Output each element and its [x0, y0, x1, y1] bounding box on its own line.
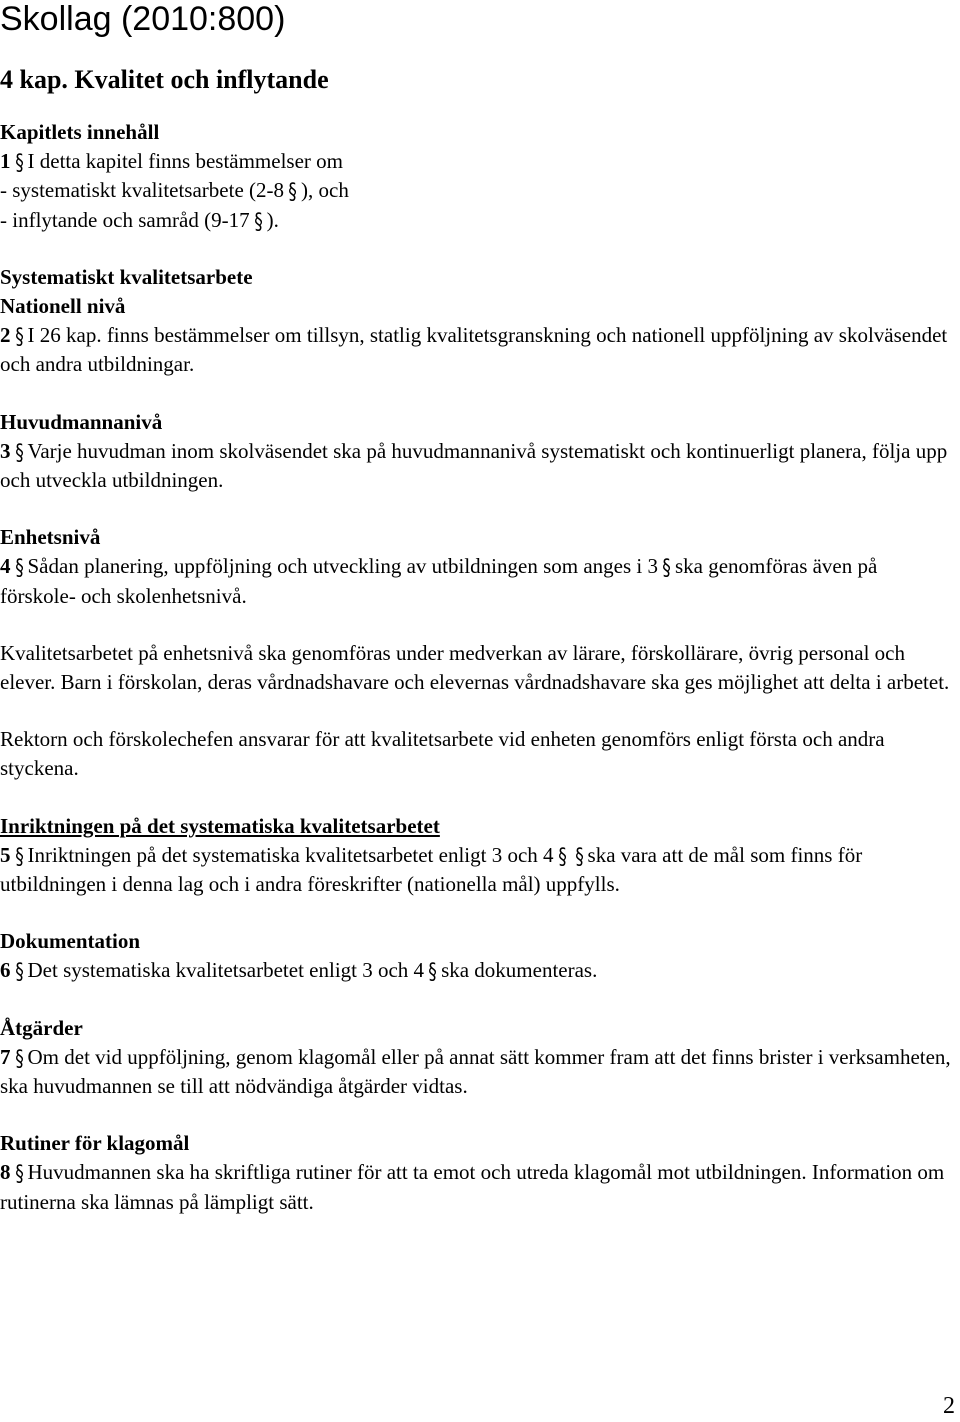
section-heading: Enhetsnivå [0, 525, 101, 550]
section-sign-icon: § [288, 180, 297, 206]
paragraph-text: I detta kapitel finns bestämmelser om [27, 149, 343, 174]
paragraph-text: I 26 kap. finns bestämmelser om tillsyn, statlig kvalitetsgranskning och nationell uppföljning av skolväsendet och andra utbildningar. [0, 323, 948, 377]
paragraph-number: 4 [0, 554, 11, 579]
section-direction [0, 812, 958, 900]
section-sign-icon: § [557, 844, 567, 870]
paragraph-text: Det systematiska kvalitetsarbetet enligt 3 och 4 [27, 958, 425, 983]
section-sign-icon: § [14, 440, 24, 466]
paragraph-text: Kvalitetsarbetet på enhetsnivå ska genomföras under medverkan av lärare, förskollärare, övrig personal och elever. Barn i förskolan, deras vårdnadshavare och elevernas vårdnadshavare ska ges möjlighet att delta i arbetet. [0, 640, 950, 695]
section-contents [0, 118, 958, 235]
paragraph-text: Sådan planering, uppföljning och utveckling av utbildningen som anges i 3 [27, 554, 658, 579]
paragraph-number: 8 [0, 1160, 11, 1185]
section-heading: Systematiskt kvalitetsarbete [0, 264, 253, 289]
paragraph-number: 1 [0, 149, 11, 174]
section-unit [0, 523, 958, 611]
section-sign-icon: § [14, 325, 24, 351]
section-heading: Dokumentation [0, 929, 141, 954]
section-sign-icon: § [574, 844, 584, 870]
section-sign-icon: § [14, 1162, 24, 1188]
section-complaints [0, 1129, 958, 1217]
paragraph-1 [0, 147, 958, 176]
chapter-heading: 4 kap. Kvalitet och inflytande [0, 65, 329, 94]
section-heading: Rutiner för klagomål [0, 1131, 190, 1156]
section-sign-icon: § [14, 960, 24, 986]
page-number: 2 [943, 1393, 955, 1419]
section-principal [0, 408, 958, 496]
paragraph-2 [0, 321, 958, 379]
paragraph-4 [0, 552, 958, 610]
list-item-text: - systematiskt kvalitetsarbete (2-8 [0, 178, 285, 203]
section-sign-icon: § [14, 844, 24, 870]
section-heading: Kapitlets innehåll [0, 120, 160, 144]
paragraph-text: ska genomföras även på förskole- och skolenhetsnivå. [0, 554, 878, 608]
section-heading: Åtgärder [0, 1015, 83, 1040]
section-sign-icon: § [662, 556, 671, 582]
section-measures [0, 1014, 958, 1102]
paragraph-text: Rektorn och förskolechefen ansvarar för att kvalitetsarbete vid enheten genomförs enligt första och andra styckena. [0, 727, 885, 781]
paragraph-7 [0, 1043, 958, 1101]
paragraph-6 [0, 956, 958, 985]
paragraph-number: 5 [0, 842, 11, 867]
paragraph-number: 7 [0, 1044, 11, 1069]
paragraph-3 [0, 437, 958, 495]
paragraph-number: 2 [0, 323, 11, 348]
section-heading: Inriktningen på det systematiska kvalitetsarbetet [0, 813, 440, 838]
paragraph-text: ska dokumenteras. [441, 958, 598, 983]
paragraph-text: ska vara att de mål som finns för utbildningen i denna lag och i andra föreskrifter (nationella mål) uppfylls. [0, 842, 863, 897]
section-sign-icon: § [14, 1046, 24, 1072]
section-sign-icon: § [14, 556, 24, 582]
section-heading: Huvudmannanivå [0, 409, 163, 434]
paragraph-text: Inriktningen på det systematiska kvalitetsarbetet enligt 3 och 4 [27, 842, 554, 867]
list-item-text: - inflytande och samråd (9-17 [0, 207, 250, 232]
section-sign-icon: § [428, 960, 437, 986]
section-systematic [0, 263, 958, 380]
list-item [0, 176, 958, 205]
paragraph-8 [0, 1158, 958, 1216]
list-item-text: ). [266, 207, 279, 232]
section-sign-icon: § [253, 209, 263, 235]
document-title: Skollag (2010:800) [0, 0, 286, 38]
paragraph-text: Huvudmannen ska ha skriftliga rutiner för att ta emot och utreda klagomål mot utbildningen. Information om rutinerna ska lämnas på lämpligt sätt. [0, 1160, 945, 1214]
section-subheading: Nationell nivå [0, 294, 126, 319]
paragraph-text: Varje huvudman inom skolväsendet ska på huvudmannanivå systematiskt och kontinuerligt planera, följa upp och utveckla utbildningen. [0, 438, 948, 493]
section-sign-icon: § [14, 151, 24, 177]
paragraph-text: Om det vid uppföljning, genom klagomål eller på annat sätt kommer fram att det finns brister i verksamheten, ska huvudmannen se till att nödvändiga åtgärder vidtas. [0, 1044, 951, 1099]
section-documentation [0, 927, 958, 985]
paragraph-number: 3 [0, 438, 11, 463]
paragraph-number: 6 [0, 958, 11, 983]
list-item-text: ), och [301, 178, 349, 203]
list-item [0, 206, 958, 235]
paragraph-5 [0, 841, 958, 899]
